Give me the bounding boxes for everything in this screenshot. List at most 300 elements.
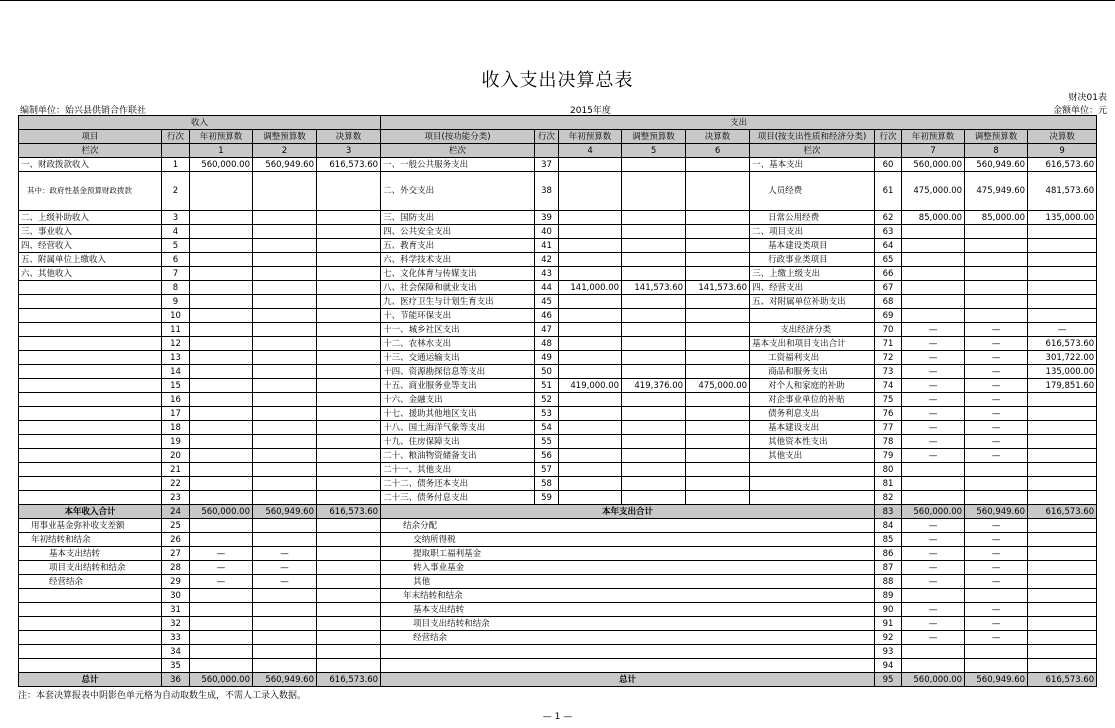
final-amount-value: [1028, 477, 1097, 491]
income-item: [19, 491, 162, 505]
table-row: [19, 407, 1097, 421]
final-amount-value: 301,722.00: [1028, 351, 1097, 365]
row-number: 19: [162, 435, 190, 449]
income-item: [19, 603, 162, 617]
expense-item: 项目支出结转和结余: [381, 617, 875, 631]
expense-econ-item: 三、上缴上级支出: [750, 267, 875, 281]
income-item: [19, 365, 162, 379]
expense-econ-item: 日常公用经费: [750, 211, 875, 225]
annual-budget-value: —: [902, 533, 965, 547]
page-number: — 1 —: [542, 712, 573, 722]
annual-budget-value: [559, 407, 622, 421]
annual-budget-value: —: [902, 547, 965, 561]
col-header-adjusted-budget: 调整预算数: [622, 130, 686, 144]
final-amount-value: [317, 211, 381, 225]
col-header-adjusted-budget: 调整预算数: [965, 130, 1028, 144]
annual-budget-value: —: [902, 323, 965, 337]
annual-budget-value: [902, 239, 965, 253]
annual-budget-value: [902, 295, 965, 309]
row-number: 41: [535, 239, 559, 253]
annual-budget-value: [559, 172, 622, 211]
row-number: 78: [875, 435, 902, 449]
row-number: 62: [875, 211, 902, 225]
expense-func-item: 二十一、其他支出: [381, 463, 535, 477]
expense-func-item: 二十二、债务还本支出: [381, 477, 535, 491]
annual-budget-value: 419,000.00: [559, 379, 622, 393]
adjusted-budget-value: [965, 225, 1028, 239]
annual-budget-value: [559, 435, 622, 449]
row-number: 57: [535, 463, 559, 477]
expense-section-header: 支出: [381, 116, 1097, 130]
row-number: 74: [875, 379, 902, 393]
adjusted-budget-value: [253, 253, 317, 267]
table-row: [19, 463, 1097, 477]
final-amount-value: [317, 463, 381, 477]
adjusted-budget-value: [622, 337, 686, 351]
annual-budget-value: [902, 491, 965, 505]
expense-func-item: 八、社会保障和就业支出: [381, 281, 535, 295]
income-item: 基本支出结转: [19, 547, 162, 561]
table-row: [19, 435, 1097, 449]
final-amount-value: [317, 365, 381, 379]
row-number: 18: [162, 421, 190, 435]
expense-item: 交纳所得税: [381, 533, 875, 547]
adjusted-budget-value: —: [253, 575, 317, 589]
report-year: 2015年度: [570, 106, 611, 116]
adjusted-budget-value: [253, 477, 317, 491]
table-row: [19, 449, 1097, 463]
final-amount-value: [317, 561, 381, 575]
adjusted-budget-value: [253, 309, 317, 323]
row-number: 89: [875, 589, 902, 603]
adjusted-budget-value: 560,949.60: [965, 158, 1028, 172]
preparing-unit: 编制单位：始兴县供销合作联社: [20, 106, 147, 116]
final-amount-value: 616,573.60: [317, 505, 381, 519]
row-number: 47: [535, 323, 559, 337]
expense-econ-item: 支出经济分类: [750, 323, 875, 337]
final-amount-value: 616,573.60: [1028, 337, 1097, 351]
col-number: 1: [190, 144, 253, 158]
income-item: [19, 449, 162, 463]
adjusted-budget-value: [965, 589, 1028, 603]
adjusted-budget-value: —: [965, 631, 1028, 645]
table-row: [19, 491, 1097, 505]
col-header-row-no: 行次: [875, 130, 902, 144]
annual-budget-value: [559, 365, 622, 379]
annual-budget-value: [559, 463, 622, 477]
adjusted-budget-value: [253, 519, 317, 533]
income-item: [19, 645, 162, 659]
final-amount-value: [686, 253, 750, 267]
annual-budget-value: [559, 351, 622, 365]
expense-econ-item: 其他资本性支出: [750, 435, 875, 449]
expense-func-item: 九、医疗卫生与计划生育支出: [381, 295, 535, 309]
adjusted-budget-value: [622, 435, 686, 449]
annual-budget-value: [190, 337, 253, 351]
final-amount-value: [686, 309, 750, 323]
expense-func-item: 四、公共安全支出: [381, 225, 535, 239]
adjusted-budget-value: [253, 631, 317, 645]
row-number: 14: [162, 365, 190, 379]
final-amount-value: [1028, 659, 1097, 673]
adjusted-budget-value: —: [965, 617, 1028, 631]
annual-budget-value: [190, 645, 253, 659]
row-number: 21: [162, 463, 190, 477]
final-amount-value: [686, 323, 750, 337]
expense-econ-item: 债务利息支出: [750, 407, 875, 421]
col-header-final-amount: 决算数: [317, 130, 381, 144]
expense-func-item: 十八、国土海洋气象等支出: [381, 421, 535, 435]
annual-budget-value: [190, 225, 253, 239]
final-amount-value: [686, 491, 750, 505]
annual-budget-value: —: [902, 603, 965, 617]
col-number: 3: [317, 144, 381, 158]
adjusted-budget-value: [253, 281, 317, 295]
table-row: [19, 589, 1097, 603]
final-amount-value: [686, 337, 750, 351]
final-amount-value: [686, 449, 750, 463]
adjusted-budget-value: [965, 477, 1028, 491]
table-row: [19, 351, 1097, 365]
expense-item: [381, 659, 875, 673]
income-item: [19, 393, 162, 407]
row-number: 93: [875, 645, 902, 659]
final-amount-value: [1028, 407, 1097, 421]
col-header-row-no: 行次: [162, 130, 190, 144]
adjusted-budget-value: 475,949.60: [965, 172, 1028, 211]
adjusted-budget-value: [622, 477, 686, 491]
expense-func-item: 十、节能环保支出: [381, 309, 535, 323]
adjusted-budget-value: —: [965, 393, 1028, 407]
row-number: 42: [535, 253, 559, 267]
income-item: 其中：政府性基金预算财政拨款: [19, 172, 162, 211]
final-amount-value: 616,573.60: [317, 158, 381, 172]
final-amount-value: 616,573.60: [1028, 505, 1097, 519]
row-number: 16: [162, 393, 190, 407]
col-number: 8: [965, 144, 1028, 158]
expense-econ-item: 五、对附属单位补助支出: [750, 295, 875, 309]
expense-item: 经营结余: [381, 631, 875, 645]
annual-budget-value: [190, 659, 253, 673]
expense-func-item: 二十三、债务付息支出: [381, 491, 535, 505]
expense-func-item: 十七、援助其他地区支出: [381, 407, 535, 421]
row-number: 52: [535, 393, 559, 407]
expense-item: 其他: [381, 575, 875, 589]
annual-budget-value: [190, 435, 253, 449]
total-label: 总计: [19, 673, 162, 687]
table-row: [19, 645, 1097, 659]
adjusted-budget-value: [965, 239, 1028, 253]
adjusted-budget-value: [253, 617, 317, 631]
final-amount-value: [1028, 281, 1097, 295]
final-amount-value: 135,000.00: [1028, 211, 1097, 225]
row-number: 36: [162, 673, 190, 687]
row-number: 65: [875, 253, 902, 267]
income-item: 五、附属单位上缴收入: [19, 253, 162, 267]
annual-budget-value: [559, 253, 622, 267]
income-item: [19, 617, 162, 631]
annual-budget-value: [559, 211, 622, 225]
col-header-final-amount: 决算数: [1028, 130, 1097, 144]
final-amount-value: [1028, 491, 1097, 505]
annual-budget-value: [559, 393, 622, 407]
final-amount-value: [317, 519, 381, 533]
row-number: 32: [162, 617, 190, 631]
annual-budget-value: [902, 645, 965, 659]
row-number: 48: [535, 337, 559, 351]
final-amount-value: [317, 351, 381, 365]
row-number: 12: [162, 337, 190, 351]
row-number: 87: [875, 561, 902, 575]
final-amount-value: [1028, 575, 1097, 589]
expense-func-item: 十九、住房保障支出: [381, 435, 535, 449]
expense-item: 年末结转和结余: [381, 589, 875, 603]
annual-budget-value: [190, 323, 253, 337]
col-header-annual-budget: 年初预算数: [559, 130, 622, 144]
adjusted-budget-value: [622, 365, 686, 379]
adjusted-budget-value: —: [965, 379, 1028, 393]
final-amount-value: [686, 365, 750, 379]
annual-budget-value: 560,000.00: [190, 673, 253, 687]
blank-cell: [162, 144, 190, 158]
row-number: 73: [875, 365, 902, 379]
row-number: 2: [162, 172, 190, 211]
final-amount-value: [686, 435, 750, 449]
total-label: 本年支出合计: [381, 505, 875, 519]
final-amount-value: [1028, 463, 1097, 477]
annual-budget-value: [902, 659, 965, 673]
annual-budget-value: [559, 225, 622, 239]
top-border-line: [0, 0, 1115, 1]
adjusted-budget-value: —: [965, 323, 1028, 337]
table-row: [19, 295, 1097, 309]
income-item: [19, 421, 162, 435]
adjusted-budget-value: —: [965, 421, 1028, 435]
final-amount-value: [1028, 561, 1097, 575]
table-row: [19, 631, 1097, 645]
final-amount-value: [317, 421, 381, 435]
annual-budget-value: [902, 309, 965, 323]
row-number: 10: [162, 309, 190, 323]
table-row: [19, 519, 1097, 533]
final-amount-value: [686, 351, 750, 365]
row-number: 8: [162, 281, 190, 295]
expense-econ-item: 四、经营支出: [750, 281, 875, 295]
annual-budget-value: 560,000.00: [190, 158, 253, 172]
annual-budget-value: [559, 267, 622, 281]
annual-budget-value: 560,000.00: [190, 505, 253, 519]
income-item: [19, 463, 162, 477]
adjusted-budget-value: [965, 295, 1028, 309]
income-item: [19, 323, 162, 337]
row-number: 24: [162, 505, 190, 519]
row-number: 3: [162, 211, 190, 225]
final-amount-value: 141,573.60: [686, 281, 750, 295]
expense-func-item: 二十、粮油物资储备支出: [381, 449, 535, 463]
adjusted-budget-value: —: [965, 435, 1028, 449]
income-item: 一、财政拨款收入: [19, 158, 162, 172]
final-amount-value: [1028, 617, 1097, 631]
col-header-func-item: 项目(按功能分类): [381, 130, 535, 144]
adjusted-budget-value: [253, 295, 317, 309]
row-number: 23: [162, 491, 190, 505]
expense-item: 转入事业基金: [381, 561, 875, 575]
row-number: 82: [875, 491, 902, 505]
row-number: 90: [875, 603, 902, 617]
adjusted-budget-value: [965, 645, 1028, 659]
final-amount-value: [317, 239, 381, 253]
expense-item: 结余分配: [381, 519, 875, 533]
annual-budget-value: [190, 172, 253, 211]
annual-budget-value: 475,000.00: [902, 172, 965, 211]
final-amount-value: 616,573.60: [1028, 673, 1097, 687]
blank-cell: [875, 144, 902, 158]
adjusted-budget-value: [253, 267, 317, 281]
adjusted-budget-value: [253, 365, 317, 379]
final-amount-value: [686, 158, 750, 172]
final-amount-value: [686, 239, 750, 253]
row-number: 17: [162, 407, 190, 421]
col-number: 5: [622, 144, 686, 158]
adjusted-budget-value: [622, 211, 686, 225]
row-number: 91: [875, 617, 902, 631]
annual-budget-value: [190, 239, 253, 253]
final-amount-value: 179,851.60: [1028, 379, 1097, 393]
annual-budget-value: [190, 351, 253, 365]
annual-budget-value: —: [902, 421, 965, 435]
table-body: [19, 158, 1097, 687]
expense-func-item: 三、国防支出: [381, 211, 535, 225]
annual-budget-value: —: [902, 337, 965, 351]
section-header-row: [19, 116, 1097, 130]
income-item: [19, 659, 162, 673]
annual-budget-value: —: [902, 407, 965, 421]
adjusted-budget-value: [622, 295, 686, 309]
annual-budget-value: [190, 295, 253, 309]
final-amount-value: [1028, 309, 1097, 323]
row-number: 15: [162, 379, 190, 393]
adjusted-budget-value: [622, 239, 686, 253]
col-label: 栏次: [19, 144, 162, 158]
income-item: 二、上级补助收入: [19, 211, 162, 225]
income-item: [19, 295, 162, 309]
annual-budget-value: [190, 589, 253, 603]
income-item: 年初结转和结余: [19, 533, 162, 547]
annual-budget-value: —: [902, 435, 965, 449]
row-number: 61: [875, 172, 902, 211]
adjusted-budget-value: [622, 421, 686, 435]
annual-budget-value: [190, 491, 253, 505]
col-label: 栏次: [381, 144, 535, 158]
annual-budget-value: [190, 211, 253, 225]
annual-budget-value: [190, 519, 253, 533]
final-amount-value: [1028, 393, 1097, 407]
final-amount-value: 135,000.00: [1028, 365, 1097, 379]
expense-func-item: 十三、交通运输支出: [381, 351, 535, 365]
annual-budget-value: [190, 631, 253, 645]
adjusted-budget-value: —: [965, 519, 1028, 533]
annual-budget-value: [190, 463, 253, 477]
row-number: 30: [162, 589, 190, 603]
income-item: 三、事业收入: [19, 225, 162, 239]
row-number: 54: [535, 421, 559, 435]
final-amount-value: [317, 337, 381, 351]
expense-econ-item: 其他支出: [750, 449, 875, 463]
row-number: 46: [535, 309, 559, 323]
row-number: 94: [875, 659, 902, 673]
table-row: [19, 365, 1097, 379]
adjusted-budget-value: [253, 491, 317, 505]
expense-func-item: 十一、城乡社区支出: [381, 323, 535, 337]
row-number: 84: [875, 519, 902, 533]
row-number: 85: [875, 533, 902, 547]
row-number: 72: [875, 351, 902, 365]
annual-budget-value: [902, 253, 965, 267]
row-number: 13: [162, 351, 190, 365]
final-amount-value: 481,573.60: [1028, 172, 1097, 211]
final-amount-value: [1028, 267, 1097, 281]
expense-item: [381, 645, 875, 659]
col-number: 7: [902, 144, 965, 158]
adjusted-budget-value: [253, 421, 317, 435]
adjusted-budget-value: —: [253, 561, 317, 575]
expense-econ-item: 基本建设类项目: [750, 239, 875, 253]
annual-budget-value: 560,000.00: [902, 673, 965, 687]
income-item: [19, 351, 162, 365]
income-item: [19, 309, 162, 323]
table-row: [19, 477, 1097, 491]
row-number: 39: [535, 211, 559, 225]
annual-budget-value: 560,000.00: [902, 505, 965, 519]
annual-budget-value: [559, 337, 622, 351]
final-amount-value: [317, 617, 381, 631]
row-number: 66: [875, 267, 902, 281]
adjusted-budget-value: 560,949.60: [253, 505, 317, 519]
total-row: [19, 505, 1097, 519]
expense-econ-item: 基本建设支出: [750, 421, 875, 435]
annual-budget-value: —: [902, 575, 965, 589]
table-row: [19, 603, 1097, 617]
col-header-item: 项目: [19, 130, 162, 144]
adjusted-budget-value: —: [965, 365, 1028, 379]
annual-budget-value: 560,000.00: [902, 158, 965, 172]
annual-budget-value: [190, 407, 253, 421]
adjusted-budget-value: 85,000.00: [965, 211, 1028, 225]
adjusted-budget-value: 560,949.60: [965, 673, 1028, 687]
final-amount-value: [317, 267, 381, 281]
row-number: 88: [875, 575, 902, 589]
adjusted-budget-value: [622, 267, 686, 281]
expense-func-item: 十六、金融支出: [381, 393, 535, 407]
adjusted-budget-value: —: [965, 351, 1028, 365]
annual-budget-value: [559, 239, 622, 253]
row-number: 77: [875, 421, 902, 435]
table-row: [19, 379, 1097, 393]
final-amount-value: [686, 393, 750, 407]
annual-budget-value: —: [902, 393, 965, 407]
annual-budget-value: [190, 393, 253, 407]
annual-budget-value: —: [902, 351, 965, 365]
table-row: [19, 267, 1097, 281]
adjusted-budget-value: —: [965, 337, 1028, 351]
row-number: 80: [875, 463, 902, 477]
table-row: [19, 323, 1097, 337]
total-label: 本年收入合计: [19, 505, 162, 519]
adjusted-budget-value: [253, 449, 317, 463]
expense-func-item: 二、外交支出: [381, 172, 535, 211]
expense-econ-item: 对企事业单位的补贴: [750, 393, 875, 407]
adjusted-budget-value: [965, 491, 1028, 505]
